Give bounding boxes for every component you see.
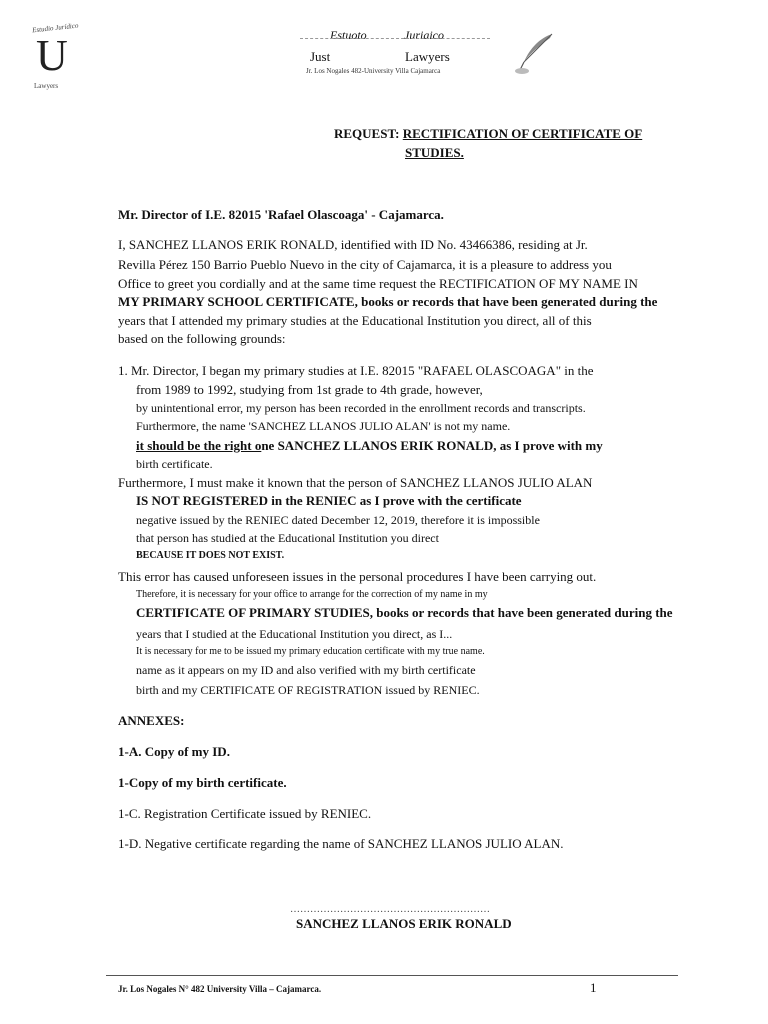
annex-item: 1-C. Registration Certificate issued by RENIEC. (118, 806, 372, 821)
ground2-line: Furthermore, I must make it known that the person of SANCHEZ LLANOS JULIO ALAN (118, 475, 593, 490)
annexes-heading: ANNEXES: (118, 713, 185, 728)
ground2-line: negative issued by the RENIEC dated December 12, 2019, therefore it is impossible (136, 513, 540, 527)
header-estuoto: Estuoto (330, 28, 367, 42)
logo-mark: U (36, 31, 68, 80)
ground3-line: name as it appears on my ID and also verified with my birth certificate (136, 663, 476, 677)
ground3-line: birth and my CERTIFICATE OF REGISTRATION issued by RENIEC. (136, 683, 480, 697)
intro-line: based on the following grounds: (118, 331, 286, 346)
ground3-line: Therefore, it is necessary for your office to arrange for the correction of my name in my (136, 589, 488, 600)
ground1-bold: ne SANCHEZ LLANOS ERIK RONALD, as I prove with my (261, 438, 603, 453)
annex-item: 1-Copy of my birth certificate. (118, 775, 287, 790)
signature-name: SANCHEZ LLANOS ERIK RONALD (296, 916, 512, 931)
request-subject-line1: RECTIFICATION OF CERTIFICATE OF (402, 126, 643, 141)
ground1-line: by unintentional error, my person has been recorded in the enrollment records and transcripts. (136, 401, 586, 415)
request-subject-line2: STUDIES. (405, 145, 464, 160)
ground1-underlined: it should be the right o (136, 438, 262, 453)
ground3-line: years that I studied at the Educational Institution you direct, as I... (136, 627, 453, 641)
firm-logo (30, 20, 102, 94)
header-address: Jr. Los Nogales 482-University Villa Cajamarca (306, 67, 441, 75)
ground1-line: from 1989 to 1992, studying from 1st grade to 4th grade, however, (136, 382, 483, 397)
ground1-line: birth certificate. (136, 457, 213, 471)
addressee: Mr. Director of I.E. 82015 'Rafael Olascoaga' - Cajamarca. (118, 207, 444, 222)
intro-line: Revilla Pérez 150 Barrio Pueblo Nuevo in the city of Cajamarca, it is a pleasure to address you (118, 257, 612, 272)
header-just: Just (310, 49, 331, 64)
intro-line: years that I attended my primary studies at the Educational Institution you direct, all of this (118, 313, 592, 328)
signature-line: …………………………………………………… (290, 904, 490, 915)
quill-pen-icon (512, 32, 558, 76)
header-lawyers: Lawyers (405, 49, 450, 64)
annex-item: 1-A. Copy of my ID. (118, 744, 230, 759)
ground3-line: This error has caused unforeseen issues in the personal procedures I have been carrying out. (118, 569, 597, 584)
request-prefix: REQUEST: (334, 126, 403, 141)
annex-item: 1-D. Negative certificate regarding the name of SANCHEZ LLANOS JULIO ALAN. (118, 836, 564, 851)
intro-line: Office to greet you cordially and at the same time request the RECTIFICATION OF MY NAME IN (118, 276, 638, 291)
ground2-line: IS NOT REGISTERED in the RENIEC as I prove with the certificate (136, 493, 522, 508)
intro-line: MY PRIMARY SCHOOL CERTIFICATE, books or records that have been generated during the (118, 294, 658, 309)
ground3-line: It is necessary for me to be issued my primary education certificate with my true name. (136, 646, 485, 657)
logo-tagline-top: Estudio Jurídico (31, 21, 79, 35)
ground1-line (136, 438, 603, 454)
ground1-line: 1. Mr. Director, I began my primary studies at I.E. 82015 "RAFAEL OLASCOAGA" in the (118, 363, 594, 378)
ground2-line: BECAUSE IT DOES NOT EXIST. (136, 550, 285, 561)
ground2-line: that person has studied at the Educational Institution you direct (136, 531, 439, 545)
request-title (334, 126, 642, 142)
page-number: 1 (590, 980, 597, 995)
logo-tagline-bottom: Lawyers (34, 82, 59, 90)
header-juriaico: Juriaico (404, 28, 444, 42)
ground3-line: CERTIFICATE OF PRIMARY STUDIES, books or records that have been generated during the (136, 605, 673, 620)
footer-address: Jr. Los Nogales N° 482 University Villa – Cajamarca. (118, 984, 322, 994)
intro-line: I, SANCHEZ LLANOS ERIK RONALD, identified with ID No. 43466386, residing at Jr. (118, 237, 588, 252)
footer-rule (106, 975, 678, 976)
ground1-line: Furthermore, the name 'SANCHEZ LLANOS JULIO ALAN' is not my name. (136, 419, 511, 433)
header-rule (300, 38, 490, 39)
